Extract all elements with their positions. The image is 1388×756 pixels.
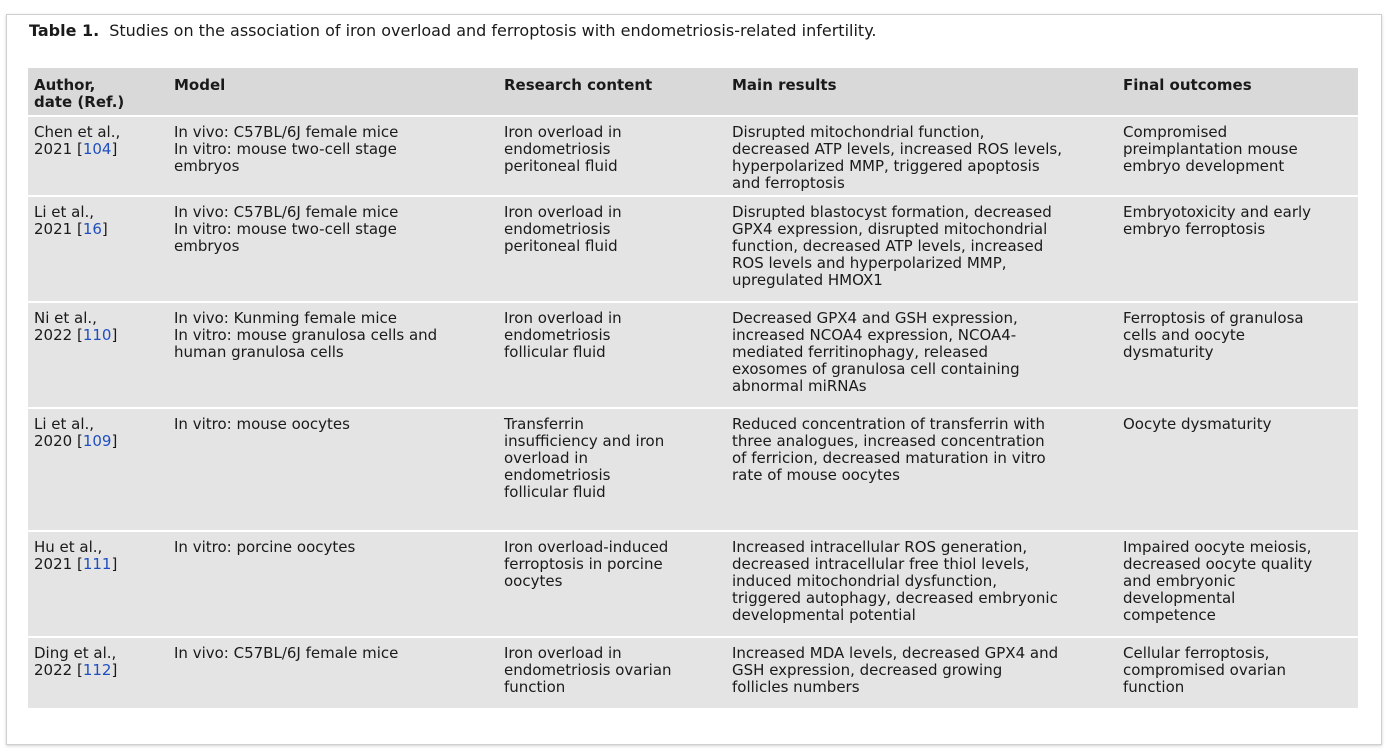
outcomes-line: Impaired oocyte meiosis, bbox=[1123, 538, 1312, 556]
results-line: of ferricion, decreased maturation in vitro bbox=[732, 449, 1046, 467]
research-line: Transferrin bbox=[504, 415, 584, 433]
author-date-ref: 2022 [112] bbox=[34, 661, 118, 679]
research-line: endometriosis ovarian bbox=[504, 661, 672, 679]
reference-link[interactable]: 16 bbox=[82, 220, 102, 238]
outcomes-line: Cellular ferroptosis, bbox=[1123, 644, 1270, 662]
outcomes-line: function bbox=[1123, 678, 1185, 696]
outcomes-line: Oocyte dysmaturity bbox=[1123, 415, 1272, 433]
results-line: Decreased GPX4 and GSH expression, bbox=[732, 309, 1018, 327]
cell-model bbox=[168, 408, 498, 531]
author-name: Hu et al., bbox=[34, 538, 103, 556]
research-line: function bbox=[504, 678, 566, 696]
research-line: overload in bbox=[504, 449, 588, 467]
research-line: peritoneal fluid bbox=[504, 237, 618, 255]
cell-results bbox=[726, 196, 1117, 302]
outcomes-line: cells and oocyte bbox=[1123, 326, 1245, 344]
cell-results bbox=[726, 408, 1117, 531]
cell-model bbox=[168, 116, 498, 196]
author-date-ref: 2020 [109] bbox=[34, 432, 118, 450]
results-line: triggered autophagy, decreased embryonic bbox=[732, 589, 1058, 607]
research-line: Iron overload-induced bbox=[504, 538, 669, 556]
results-line: Disrupted mitochondrial function, bbox=[732, 123, 985, 141]
cell-research bbox=[498, 637, 726, 709]
author-name: Ni et al., bbox=[34, 309, 97, 327]
header-author-line: Author, bbox=[34, 76, 96, 94]
cell-model bbox=[168, 637, 498, 709]
results-line: decreased intracellular free thiol levels, bbox=[732, 555, 1030, 573]
model-line: In vivo: Kunming female mice bbox=[174, 309, 398, 327]
cell-outcomes bbox=[1117, 637, 1358, 709]
table-row bbox=[28, 116, 1358, 196]
header-results: Main results bbox=[726, 68, 1117, 116]
cell-author bbox=[28, 531, 168, 637]
results-line: Reduced concentration of transferrin with bbox=[732, 415, 1046, 433]
outcomes-line: developmental bbox=[1123, 589, 1236, 607]
research-line: endometriosis bbox=[504, 466, 611, 484]
author-date-ref: 2022 [110] bbox=[34, 326, 118, 344]
research-line: endometriosis bbox=[504, 326, 611, 344]
outcomes-line: dysmaturity bbox=[1123, 343, 1214, 361]
author-date-ref: 2021 [104] bbox=[34, 140, 118, 158]
table-title: Studies on the association of iron overload and ferroptosis with endometriosis-related infertility. bbox=[109, 21, 877, 40]
results-line: developmental potential bbox=[732, 606, 916, 624]
author-year: 2021 bbox=[34, 220, 73, 238]
model-line: embryos bbox=[174, 237, 240, 255]
model-line: In vivo: C57BL/6J female mice bbox=[174, 644, 399, 662]
outcomes-line: Compromised bbox=[1123, 123, 1228, 141]
outcomes-line: Embryotoxicity and early bbox=[1123, 203, 1312, 221]
reference-link[interactable]: 111 bbox=[82, 555, 112, 573]
cell-research bbox=[498, 196, 726, 302]
results-line: follicles numbers bbox=[732, 678, 860, 696]
cell-research bbox=[498, 116, 726, 196]
research-line: follicular fluid bbox=[504, 343, 606, 361]
author-year: 2021 bbox=[34, 555, 73, 573]
author-date-ref: 2021 [111] bbox=[34, 555, 118, 573]
results-line: Increased intracellular ROS generation, bbox=[732, 538, 1028, 556]
cell-author bbox=[28, 116, 168, 196]
model-line: embryos bbox=[174, 157, 240, 175]
results-line: Increased MDA levels, decreased GPX4 and bbox=[732, 644, 1059, 662]
results-line: rate of mouse oocytes bbox=[732, 466, 900, 484]
table-caption bbox=[29, 20, 876, 42]
outcomes-line: embryo development bbox=[1123, 157, 1285, 175]
cell-results bbox=[726, 116, 1117, 196]
cell-author bbox=[28, 196, 168, 302]
results-line: GSH expression, decreased growing bbox=[732, 661, 1003, 679]
model-line: In vivo: C57BL/6J female mice bbox=[174, 203, 399, 221]
outcomes-line: competence bbox=[1123, 606, 1216, 624]
table-row bbox=[28, 531, 1358, 637]
outcomes-line: preimplantation mouse bbox=[1123, 140, 1298, 158]
cell-research bbox=[498, 302, 726, 408]
results-line: upregulated HMOX1 bbox=[732, 271, 883, 289]
results-line: hyperpolarized MMP, triggered apoptosis bbox=[732, 157, 1040, 175]
results-line: exosomes of granulosa cell containing bbox=[732, 360, 1020, 378]
table-label: Table 1. bbox=[29, 21, 100, 40]
results-line: increased NCOA4 expression, NCOA4- bbox=[732, 326, 1017, 344]
cell-research bbox=[498, 531, 726, 637]
author-name: Ding et al., bbox=[34, 644, 117, 662]
outcomes-line: embryo ferroptosis bbox=[1123, 220, 1266, 238]
results-line: GPX4 expression, disrupted mitochondrial bbox=[732, 220, 1048, 238]
research-line: ferroptosis in porcine bbox=[504, 555, 663, 573]
author-year: 2021 bbox=[34, 140, 73, 158]
outcomes-line: and embryonic bbox=[1123, 572, 1236, 590]
results-line: and ferroptosis bbox=[732, 174, 845, 192]
cell-author bbox=[28, 408, 168, 531]
author-year: 2022 bbox=[34, 661, 73, 679]
model-line: In vitro: mouse two-cell stage bbox=[174, 220, 397, 238]
outcomes-line: compromised ovarian bbox=[1123, 661, 1286, 679]
research-line: Iron overload in bbox=[504, 203, 622, 221]
author-year: 2020 bbox=[34, 432, 73, 450]
model-line: In vitro: mouse two-cell stage bbox=[174, 140, 397, 158]
results-line: ROS levels and hyperpolarized MMP, bbox=[732, 254, 1007, 272]
cell-outcomes bbox=[1117, 196, 1358, 302]
cell-model bbox=[168, 531, 498, 637]
model-line: In vitro: mouse oocytes bbox=[174, 415, 350, 433]
table-row bbox=[28, 637, 1358, 709]
results-line: decreased ATP levels, increased ROS levels, bbox=[732, 140, 1062, 158]
header-author bbox=[28, 68, 168, 116]
results-line: function, decreased ATP levels, increased bbox=[732, 237, 1044, 255]
research-line: Iron overload in bbox=[504, 644, 622, 662]
cell-model bbox=[168, 196, 498, 302]
results-line: Disrupted blastocyst formation, decreased bbox=[732, 203, 1052, 221]
table-row bbox=[28, 302, 1358, 408]
cell-results bbox=[726, 302, 1117, 408]
cell-model bbox=[168, 302, 498, 408]
cell-author bbox=[28, 637, 168, 709]
reference-link[interactable]: 112 bbox=[82, 661, 112, 679]
research-line: follicular fluid bbox=[504, 483, 606, 501]
header-model: Model bbox=[168, 68, 498, 116]
author-name: Chen et al., bbox=[34, 123, 121, 141]
cell-outcomes bbox=[1117, 531, 1358, 637]
author-year: 2022 bbox=[34, 326, 73, 344]
results-line: abnormal miRNAs bbox=[732, 377, 867, 395]
outcomes-line: decreased oocyte quality bbox=[1123, 555, 1313, 573]
research-line: peritoneal fluid bbox=[504, 157, 618, 175]
cell-outcomes bbox=[1117, 408, 1358, 531]
model-line: In vitro: mouse granulosa cells and bbox=[174, 326, 438, 344]
reference-link[interactable]: 110 bbox=[82, 326, 112, 344]
author-name: Li et al., bbox=[34, 203, 95, 221]
research-line: endometriosis bbox=[504, 220, 611, 238]
model-line: human granulosa cells bbox=[174, 343, 344, 361]
cell-outcomes bbox=[1117, 116, 1358, 196]
cell-author bbox=[28, 302, 168, 408]
results-line: three analogues, increased concentration bbox=[732, 432, 1045, 450]
cell-results bbox=[726, 637, 1117, 709]
research-line: endometriosis bbox=[504, 140, 611, 158]
author-name: Li et al., bbox=[34, 415, 95, 433]
reference-link[interactable]: 104 bbox=[82, 140, 112, 158]
cell-outcomes bbox=[1117, 302, 1358, 408]
research-line: insufficiency and iron bbox=[504, 432, 665, 450]
cell-results bbox=[726, 531, 1117, 637]
table-row bbox=[28, 408, 1358, 531]
model-line: In vitro: porcine oocytes bbox=[174, 538, 356, 556]
header-author-line: date (Ref.) bbox=[34, 93, 125, 111]
header-outcomes: Final outcomes bbox=[1117, 68, 1358, 116]
author-date-ref: 2021 [16] bbox=[34, 220, 108, 238]
research-line: Iron overload in bbox=[504, 123, 622, 141]
studies-table bbox=[28, 68, 1358, 710]
results-line: induced mitochondrial dysfunction, bbox=[732, 572, 997, 590]
cell-research bbox=[498, 408, 726, 531]
header-row bbox=[28, 68, 1358, 116]
header-research: Research content bbox=[498, 68, 726, 116]
research-line: oocytes bbox=[504, 572, 563, 590]
model-line: In vivo: C57BL/6J female mice bbox=[174, 123, 399, 141]
reference-link[interactable]: 109 bbox=[82, 432, 112, 450]
table-row bbox=[28, 196, 1358, 302]
outcomes-line: Ferroptosis of granulosa bbox=[1123, 309, 1304, 327]
results-line: mediated ferritinophagy, released bbox=[732, 343, 988, 361]
research-line: Iron overload in bbox=[504, 309, 622, 327]
